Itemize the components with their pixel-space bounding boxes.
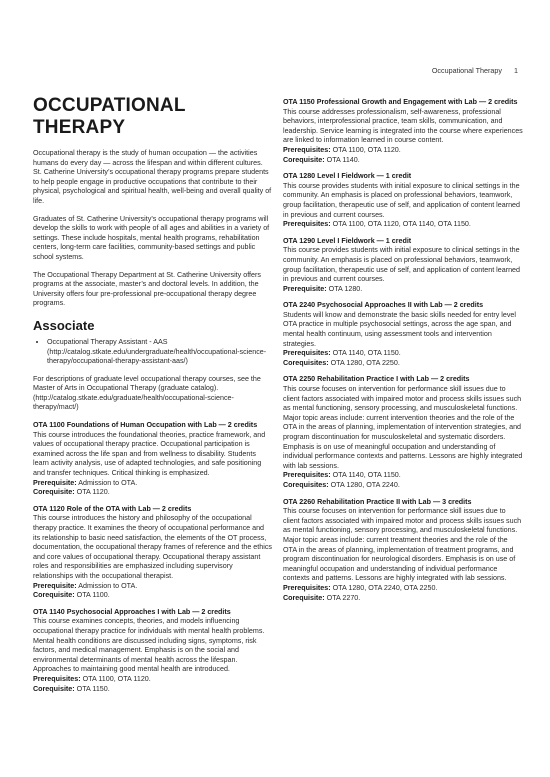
course-requirement bbox=[283, 146, 523, 156]
course-requirement bbox=[33, 479, 273, 489]
requirement-label: Prerequisites: bbox=[283, 220, 331, 229]
requirement-label: Corequisite: bbox=[33, 684, 75, 693]
course-title: OTA 1120 Role of the OTA with Lab — 2 credits bbox=[33, 504, 192, 513]
course-requirement bbox=[283, 285, 523, 295]
course-entry bbox=[33, 421, 273, 498]
requirement-label: Prerequisites: bbox=[283, 349, 331, 358]
requirement-value: OTA 1280, OTA 2240. bbox=[330, 480, 400, 489]
requirement-value: OTA 2270. bbox=[326, 593, 361, 602]
intro-paragraph-2: Graduates of St. Catherine University’s occupational therapy programs will develop the skills to work with people of all ages and abilities in a variety of settings. These include hospitals, mental health programs, rehabilitation centers, long-term care facilities, community-based settings and public school systems. bbox=[33, 214, 270, 261]
course-description: This course provides students with initial exposure to clinical settings in the community. An emphasis is placed on professional behaviors, teamwork, group facilitation, therapeutic use of self, and application of content learned in previous and current courses. bbox=[283, 181, 520, 219]
requirement-label: Corequisite: bbox=[283, 593, 325, 602]
course-requirement bbox=[283, 471, 523, 481]
course-title: OTA 2250 Rehabilitation Practice I with Lab — 2 credits bbox=[283, 375, 470, 384]
requirement-label: Prerequisite: bbox=[283, 284, 327, 293]
right-course-list bbox=[283, 98, 523, 603]
intro-paragraph-3: The Occupational Therapy Department at St. Catherine University offers programs at the associate, master’s and doctoral levels. In addition, the University offers four pre-professional pre-occupational therapy degree programs. bbox=[33, 270, 261, 308]
requirement-label: Corequisite: bbox=[33, 591, 75, 600]
requirement-value: OTA 1100, OTA 1120, OTA 1140, OTA 1150. bbox=[332, 220, 471, 229]
course-entry bbox=[283, 172, 523, 230]
requirement-label: Prerequisites: bbox=[33, 674, 81, 683]
requirement-label: Prerequisites: bbox=[283, 471, 331, 480]
course-entry bbox=[283, 301, 523, 368]
course-entry bbox=[33, 608, 273, 694]
requirement-value: OTA 1140, OTA 1150. bbox=[332, 349, 401, 358]
course-description: This course examines concepts, theories, and models influencing occupational therapy practice for individuals with mental health problems. Mental health conditions are discussed including signs, symptoms, risk factors, and medical management. Emphasis is on the social and environmental determinants of mental health across the lifespan. Approaches to maintaining good mental health are introduced. bbox=[33, 617, 265, 674]
course-requirement bbox=[33, 591, 273, 601]
course-title: OTA 2240 Psychosocial Approaches II with Lab — 2 credits bbox=[283, 301, 484, 310]
graduate-note: For descriptions of graduate level occupational therapy courses, see the Master of Arts in Occupational Therapy (graduate catalog). (http://catalog.stkate.edu/graduate/health/occupational-science-therapy/mact/) bbox=[33, 374, 261, 412]
course-description: This course introduces the foundational theories, practice framework, and values of occupational therapy practice. Occupational participation is examined across the life span and from wellness to disability. Students learn activity analysis, use of adapted technologies, and safe positioning and transfer techniques. Critical thinking is emphasized. bbox=[33, 430, 266, 478]
requirement-value: OTA 1120. bbox=[76, 488, 110, 497]
course-requirement bbox=[283, 220, 523, 230]
course-requirement bbox=[283, 584, 523, 594]
course-title: OTA 2260 Rehabilitation Practice II with Lab — 3 credits bbox=[283, 497, 472, 506]
right-column bbox=[283, 98, 523, 610]
requirement-label: Corequisite: bbox=[283, 155, 325, 164]
course-title: OTA 1280 Level I Fieldwork — 1 credit bbox=[283, 172, 412, 181]
requirement-label: Corequisites: bbox=[283, 358, 329, 367]
requirement-label: Prerequisite: bbox=[33, 581, 77, 590]
left-column bbox=[33, 95, 273, 701]
requirement-value: OTA 1280, OTA 2240, OTA 2250. bbox=[332, 583, 438, 592]
running-header-title: Occupational Therapy bbox=[431, 66, 502, 75]
course-requirement bbox=[33, 685, 273, 695]
requirement-value: Admission to OTA. bbox=[78, 581, 138, 590]
course-entry bbox=[33, 505, 273, 601]
requirement-value: Admission to OTA. bbox=[78, 478, 138, 487]
course-description: This course introduces the history and philosophy of the occupational therapy practice. It examines the theory of occupational performance and its relationship to basic need satisfaction, the elements of the OT process, documentation, the occupational therapy frames of reference and the ethics and core values of occupational therapy. Occupational therapy assistant roles and responsibilities are emphasized including supervisory relationships with the occupational therapist. bbox=[33, 514, 272, 580]
course-description: This course provides students with initial exposure to clinical settings in the community. An emphasis is placed on professional behaviors, teamwork, group facilitation, therapeutic use of self, and application of content learned in previous and current courses. bbox=[283, 246, 520, 284]
course-entry bbox=[283, 375, 523, 490]
requirement-value: OTA 1140. bbox=[326, 155, 360, 164]
requirement-label: Corequisites: bbox=[283, 480, 329, 489]
course-requirement bbox=[283, 481, 523, 491]
intro-paragraph-1: Occupational therapy is the study of human occupation — the activities humans do every day — across the lifespan and within different cultures. St. Catherine University’s occupational therapy programs prepare students to help people engage in productive occupations that contribute to their physical, psychological and spiritual health, well-being and overall quality of life. bbox=[33, 149, 272, 205]
course-requirement bbox=[283, 359, 523, 369]
course-title: OTA 1140 Psychosocial Approaches I with Lab — 2 credits bbox=[33, 607, 231, 616]
course-entry bbox=[283, 98, 523, 165]
associate-program-list bbox=[33, 338, 273, 367]
course-requirement bbox=[33, 488, 273, 498]
requirement-label: Prerequisites: bbox=[283, 583, 331, 592]
course-requirement bbox=[283, 156, 523, 166]
course-description: Students will know and demonstrate the basic skills needed for entry level OTA practice in multiple psychosocial settings, across the age span, and mental health continuum, using assessment tools and intervention strategies. bbox=[283, 310, 516, 348]
requirement-value: OTA 1140, OTA 1150. bbox=[332, 471, 401, 480]
course-description: This course focuses on intervention for performance skill issues due to client factors associated with impaired motor and process skills issues such as mental functioning, sensory processing, and musculoskeletal functions. Major topic areas include: current intervention theories and the role of the OTA in the areas of planning, implementation of intervention strategies, and program discontinuation for musculoskeletal and systematic disorders. Emphasis is on use of meaningful occupation and understanding of individual performance contexts and patterns. Lessons are highly integrated with lab sessions. bbox=[283, 385, 523, 470]
program-link-ota-aas[interactable]: • Occupational Therapy Assistant - AAS (http://catalog.stkate.edu/undergraduate/health/occupational-science-therapy/occupational-therapy-assistant-aas/) bbox=[47, 338, 273, 367]
course-requirement bbox=[33, 675, 273, 685]
requirement-value: OTA 1100. bbox=[76, 591, 110, 600]
course-title: OTA 1100 Foundations of Human Occupation with Lab — 2 credits bbox=[33, 421, 258, 430]
requirement-label: Prerequisite: bbox=[33, 478, 77, 487]
associate-heading: Associate bbox=[33, 317, 95, 333]
course-requirement bbox=[283, 349, 523, 359]
page-number: 1 bbox=[514, 66, 518, 75]
course-requirement bbox=[283, 594, 523, 604]
course-description: This course addresses professionalism, self-awareness, professional behaviors, interprofessional practice, team skills, communication, and leadership. Service learning is integrated into the course where experiences are linked to information learned in course content. bbox=[283, 107, 523, 145]
page-title: OCCUPATIONAL THERAPY bbox=[33, 95, 186, 138]
course-description: This course focuses on intervention for performance skill issues due to client factors associated with impaired motor and process skills issues such as mental functioning, sensory processing, and musculoskeletal functions. Major topic areas include: current treatment theories and the role of the OTA in the areas of planning, implementation of treatment programs, and program discontinuation for neurological disorders. Emphasis is on use of meaningful occupation and understanding of individual performance contexts and patterns. Lessons are highly integrated with lab sessions. bbox=[283, 507, 522, 583]
requirement-value: OTA 1100, OTA 1120. bbox=[82, 674, 151, 683]
course-entry bbox=[283, 498, 523, 604]
course-title: OTA 1150 Professional Growth and Engagement with Lab — 2 credits bbox=[283, 98, 518, 106]
requirement-value: OTA 1100, OTA 1120. bbox=[332, 145, 401, 154]
left-course-list bbox=[33, 421, 273, 694]
course-entry bbox=[283, 237, 523, 295]
requirement-value: OTA 1150. bbox=[76, 684, 110, 693]
running-header bbox=[432, 66, 518, 75]
requirement-value: OTA 1280. bbox=[328, 284, 363, 293]
course-requirement bbox=[33, 582, 273, 592]
requirement-label: Corequisite: bbox=[33, 488, 75, 497]
course-title: OTA 1290 Level I Fieldwork — 1 credit bbox=[283, 236, 412, 245]
requirement-value: OTA 1280, OTA 2250. bbox=[330, 358, 400, 367]
requirement-label: Prerequisites: bbox=[283, 145, 331, 154]
